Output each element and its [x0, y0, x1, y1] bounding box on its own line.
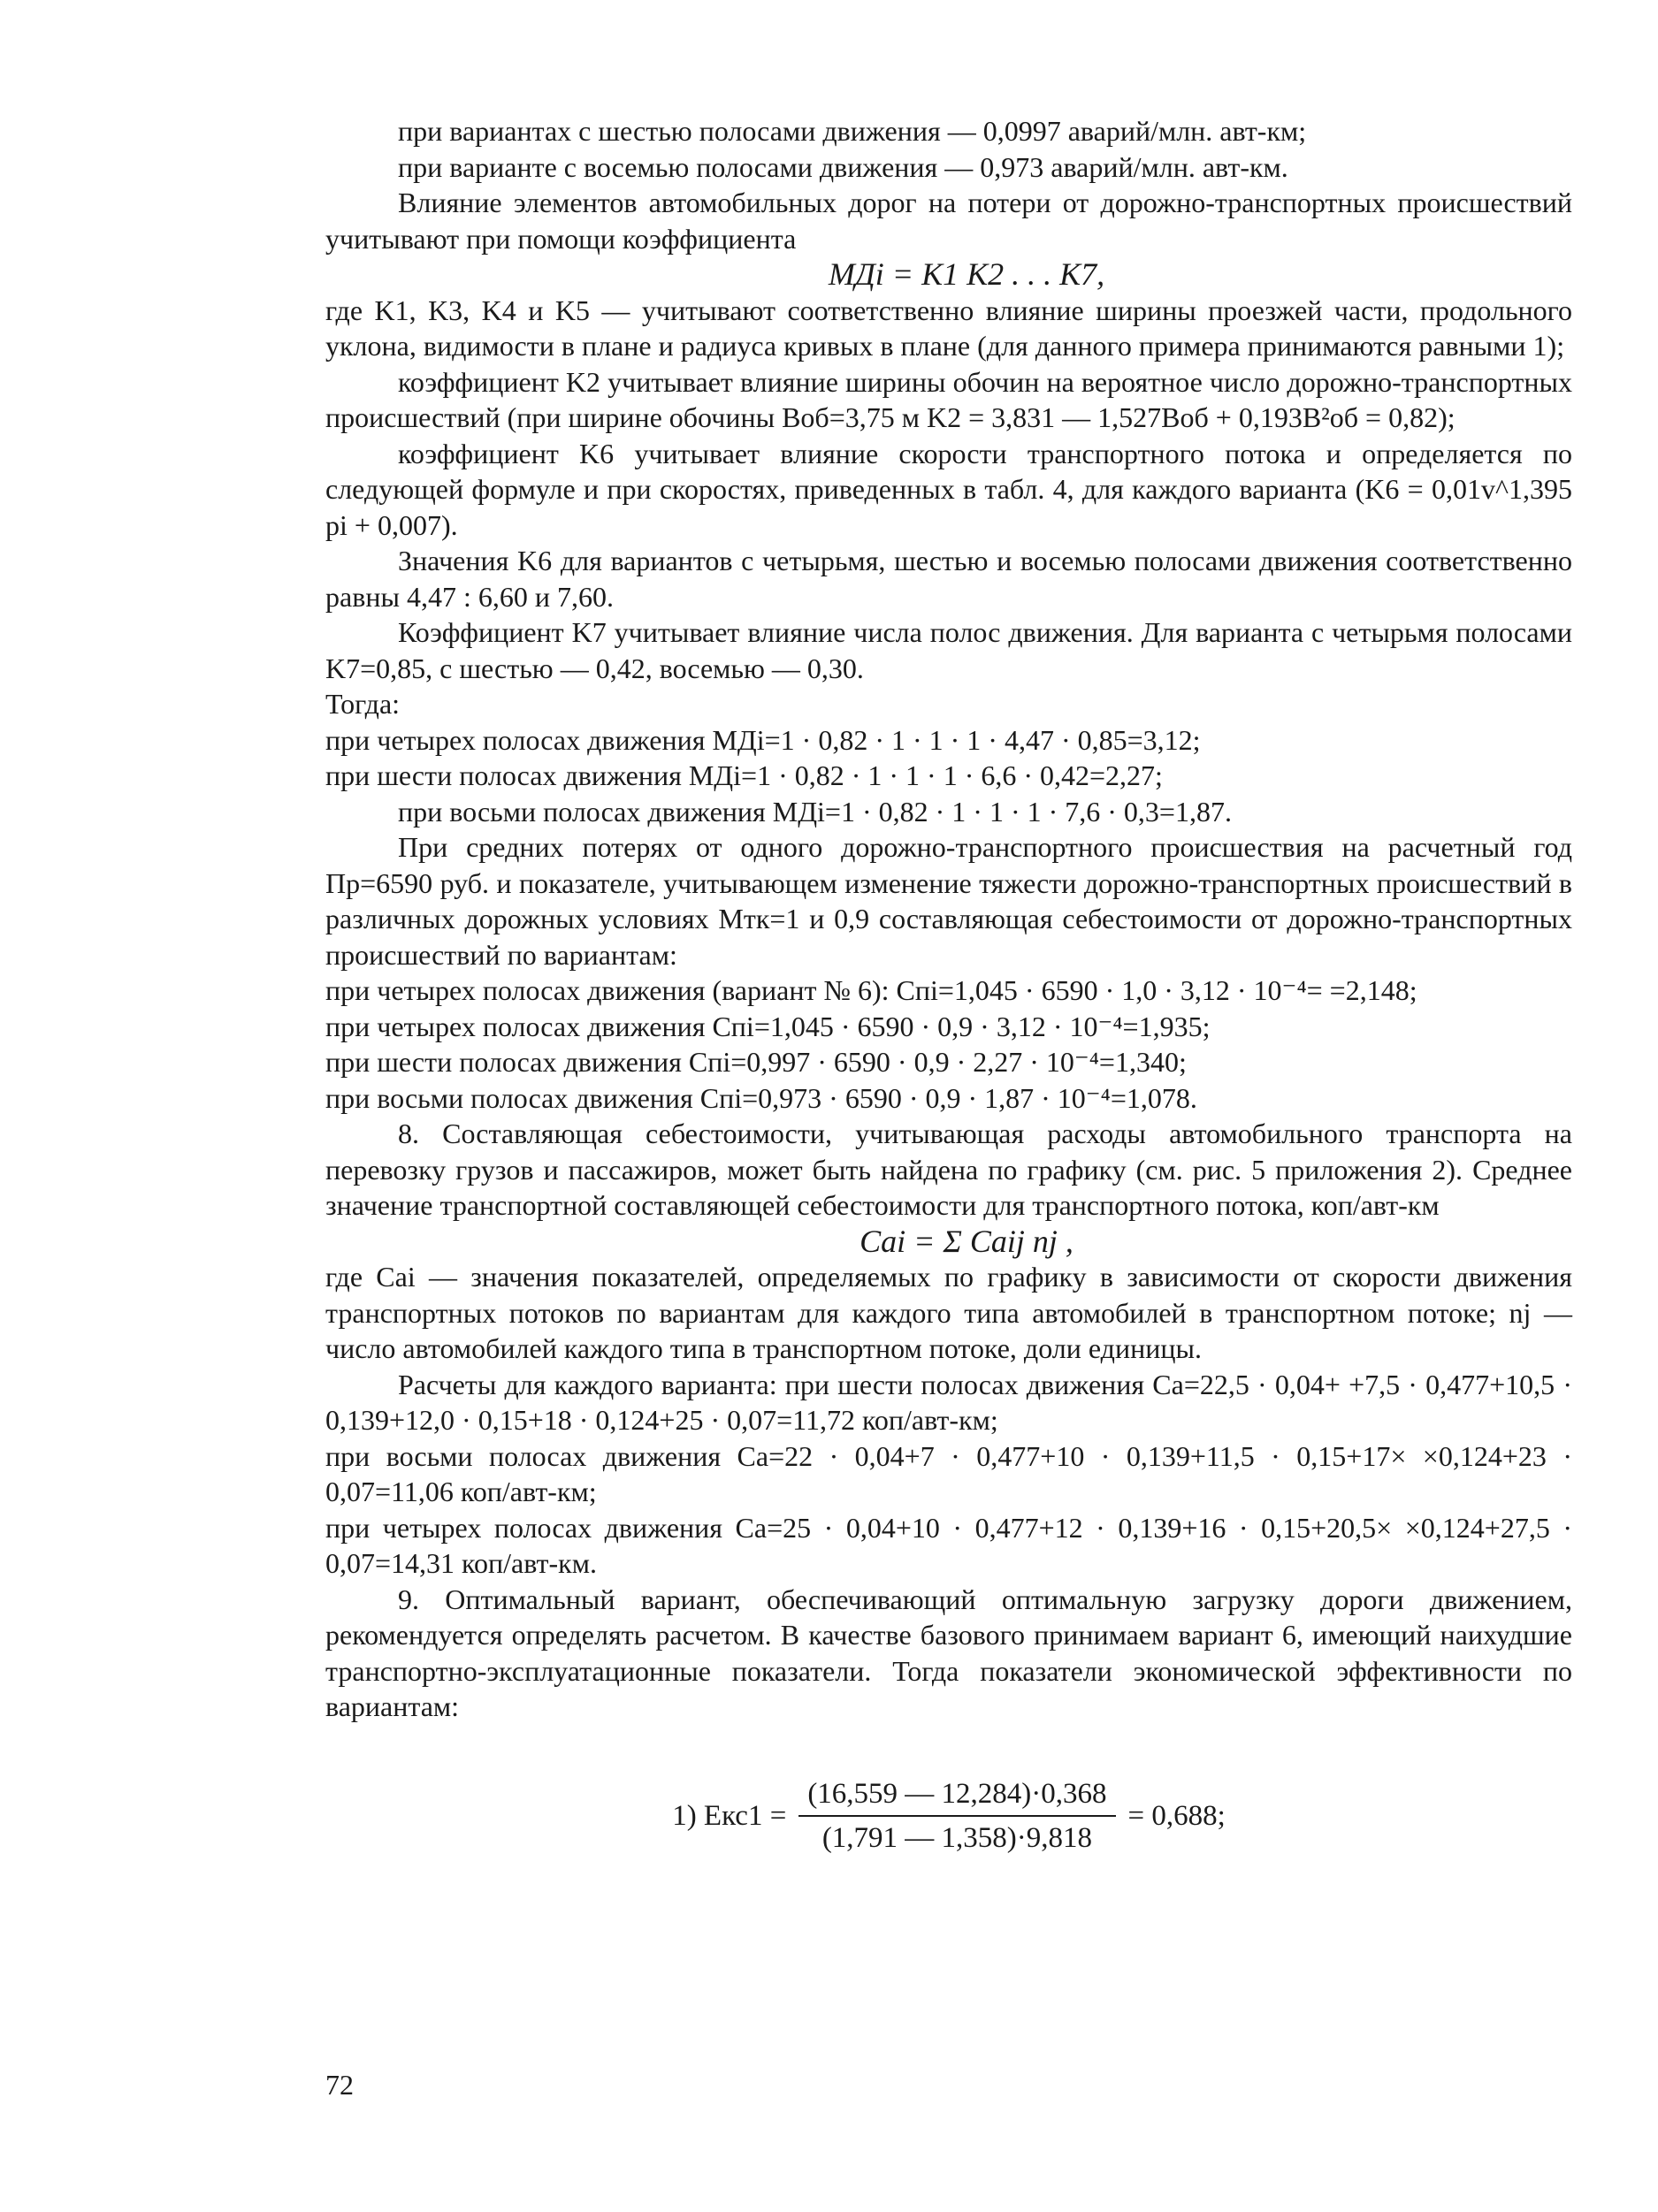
fraction [798, 1776, 1115, 1857]
text-line: при восьми полосах движения MДi=1 · 0,82 · 1 · 1 · 1 · 7,6 · 0,3=1,87. [398, 795, 1232, 828]
fraction-denominator: (1,791 — 1,358)·9,818 [821, 1822, 1093, 1854]
text-line: Тогда: [325, 688, 401, 720]
formula-lhs: 1) Eкс1 = [672, 1799, 787, 1832]
paragraph: где K1, K3, K4 и K5 — учитывают соответственно влияние ширины проезжей части, продольного уклона, видимости в плане и радиуса кривых в плане (для данного примера принимаются равными 1); [325, 294, 1572, 362]
text-line: при вариантах с шестью полосами движения — 0,0997 аварий/млн. авт-км; [398, 115, 1307, 147]
paragraph: 8. Составляющая себестоимости, учитывающая расходы автомобильного транспорта на перевозку грузов и пассажиров, может быть найдена по графику (см. рис. 5 приложения 2). Среднее значение транспортной составляющей себестоимости для транспортного потока, коп/авт-км [325, 1117, 1572, 1221]
paragraph: При средних потерях от одного дорожно-транспортного происшествия на расчетный год Пр=6590 руб. и показателе, учитывающем изменение тяжести дорожно-транспортных происшествий в различных дорожных условиях Mтк=1 и 0,9 составляющая себестоимости от дорожно-транспортных происшествий по вариантам: [325, 831, 1572, 971]
paragraph: Значения K6 для вариантов с четырьмя, шестью и восемью полосами движения соответственно равны 4,47 : 6,60 и 7,60. [325, 545, 1572, 613]
paragraph: коэффициент K6 учитывает влияние скорости транспортного потока и определяется по следующей формуле и при скоростях, приведенных в табл. 4, для каждого варианта (K6 = 0,01v^1,395 pi + 0,007). [325, 437, 1572, 541]
formula-e-ks1 [325, 1776, 1572, 1857]
paragraph: где Cai — значения показателей, определяемых по графику в зависимости от скорости движения транспортных потоков по вариантам для каждого типа автомобилей в транспортном потоке; nj — число автомобилей каждого типа в транспортном потоке, доли единицы. [325, 1261, 1572, 1364]
page-number: 72 [325, 2069, 354, 2101]
formula-c-ai: Caі = Σ Caij nj , [860, 1223, 1073, 1259]
paragraph: Влияние элементов автомобильных дорог на потери от дорожно-транспортных происшествий учитывают при помощи коэффициента [325, 187, 1572, 255]
text-line: при четырех полосах движения Ca=25 · 0,04+10 · 0,477+12 · 0,139+16 · 0,15+20,5× ×0,124+27,5 · 0,07=14,31 коп/авт-км. [325, 1511, 1572, 1579]
text-line: при шести полосах движения Cпi=0,997 · 6590 · 0,9 · 2,27 · 10⁻⁴=1,340; [325, 1046, 1187, 1078]
formula-rhs: = 0,688; [1127, 1799, 1226, 1832]
text-line: при четырех полосах движения (вариант № 6): Cпi=1,045 · 6590 · 1,0 · 3,12 · 10⁻⁴= =2,148; [325, 974, 1417, 1006]
text-line: при восьми полосах движения Ca=22 · 0,04+7 · 0,477+10 · 0,139+11,5 · 0,15+17× ×0,124+23 · 0,07=11,06 коп/авт-км; [325, 1439, 1572, 1507]
paragraph: 9. Оптимальный вариант, обеспечивающий оптимальную загрузку дороги движением, рекомендуется определять расчетом. В качестве базового принимаем вариант 6, имеющий наихудшие транспортно-эксплуатационные показатели. Тогда показатели экономической эффективности по вариантам: [325, 1583, 1572, 1722]
paragraph: Коэффициент K7 учитывает влияние числа полос движения. Для варианта с четырьмя полосами K7=0,85, с шестью — 0,42, восемью — 0,30. [325, 616, 1572, 684]
text-line: при варианте с восемью полосами движения — 0,973 аварий/млн. авт-км. [398, 150, 1288, 183]
fraction-numerator: (16,559 — 12,284)·0,368 [798, 1776, 1115, 1818]
text-line: при четырех полосах движения MДi=1 · 0,82 · 1 · 1 · 1 · 4,47 · 0,85=3,12; [325, 723, 1201, 756]
text-line: при восьми полосах движения Cпi=0,973 · 6590 · 0,9 · 1,87 · 10⁻⁴=1,078. [325, 1081, 1197, 1114]
text-line: при четырех полосах движения Cпi=1,045 · 6590 · 0,9 · 3,12 · 10⁻⁴=1,935; [325, 1010, 1211, 1042]
paragraph: коэффициент K2 учитывает влияние ширины обочин на вероятное число дорожно-транспортных происшествий (при ширине обочины Bоб=3,75 м K2 = 3,831 — 1,527Bоб + 0,193B²об = 0,82); [325, 365, 1572, 433]
paragraph: Расчеты для каждого варианта: при шести полосах движения Ca=22,5 · 0,04+ +7,5 · 0,477+10,5 · 0,139+12,0 · 0,15+18 · 0,124+25 · 0,07=11,72 коп/авт-км; [325, 1368, 1572, 1436]
formula-m-di: MДi = K1 K2 . . . K7, [828, 256, 1105, 292]
page-text [325, 113, 1572, 1857]
text-line: при шести полосах движения MДi=1 · 0,82 · 1 · 1 · 1 · 6,6 · 0,42=2,27; [325, 759, 1163, 791]
